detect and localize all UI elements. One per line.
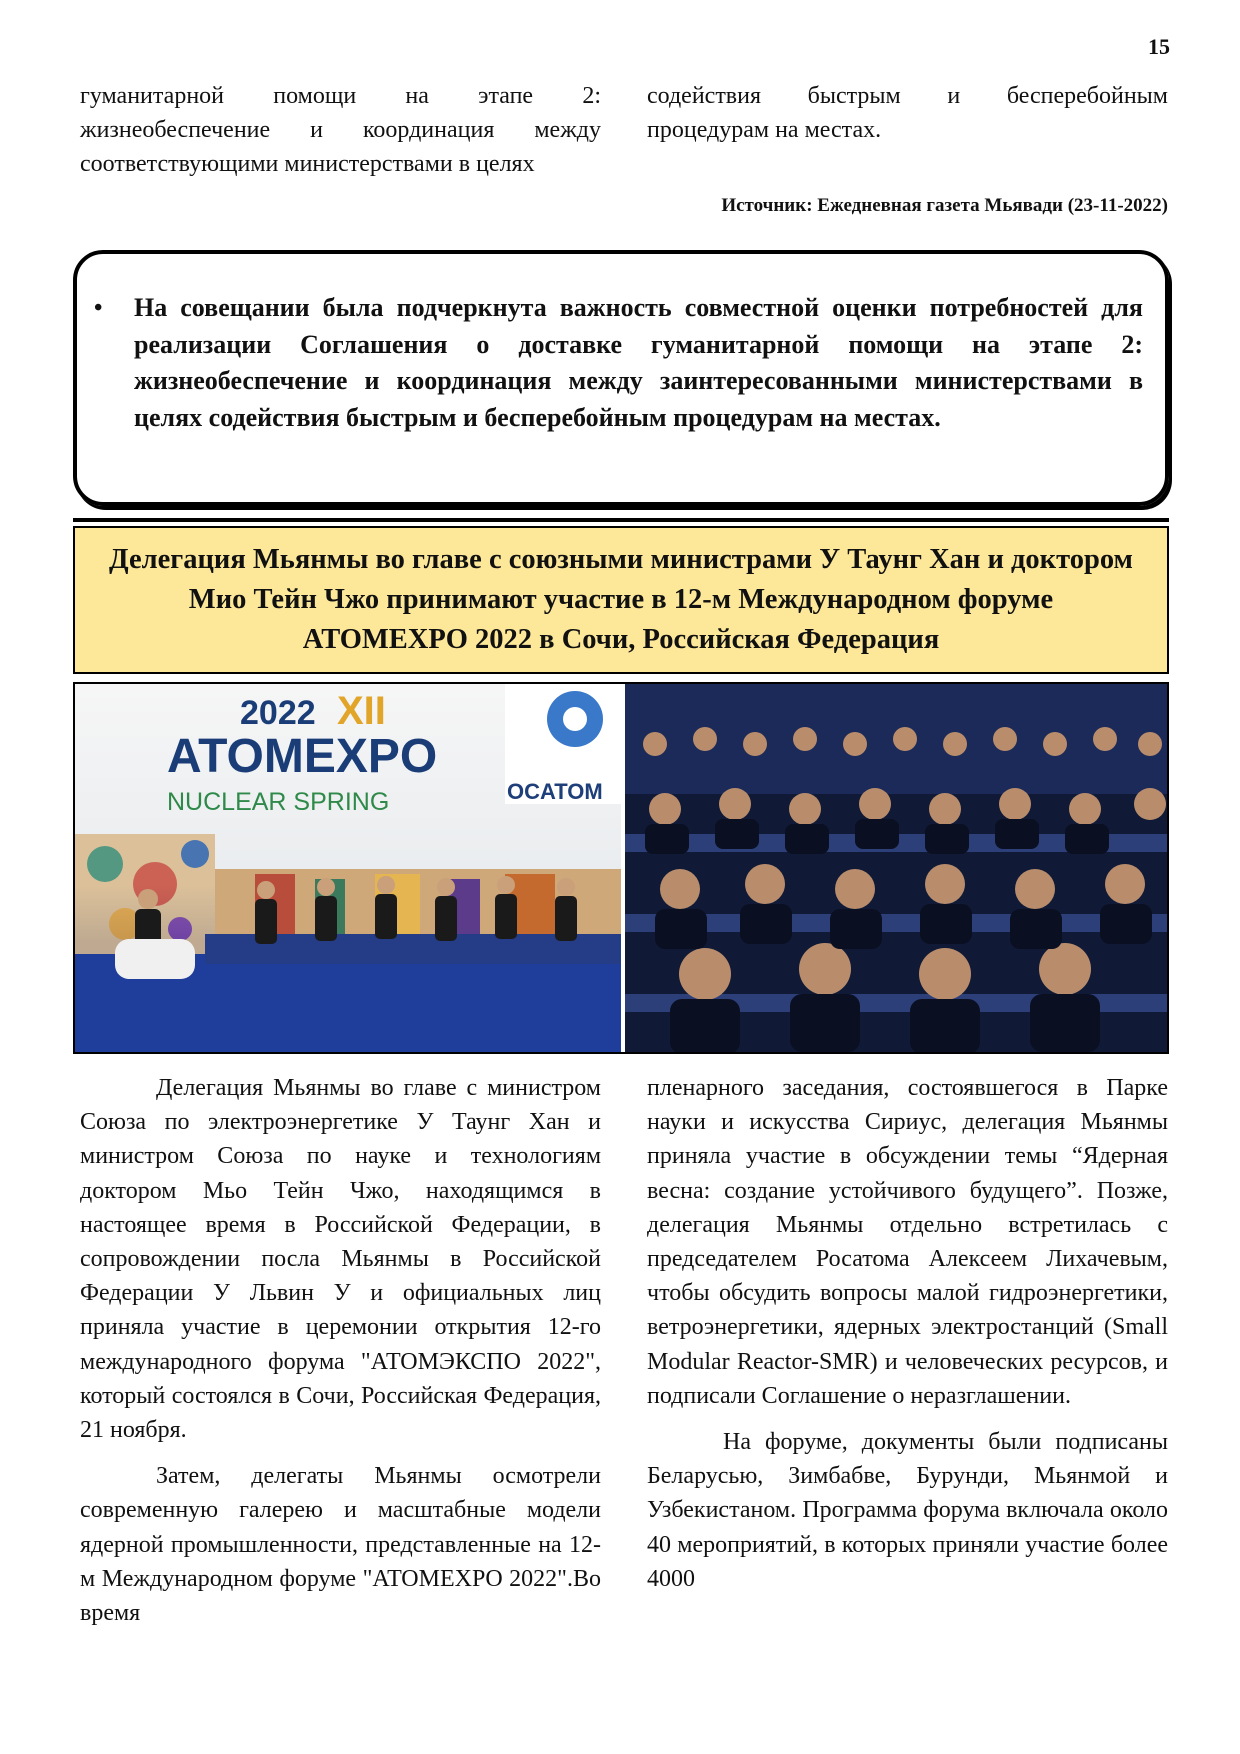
callout-item (94, 290, 1143, 436)
article-body (80, 1071, 1168, 1630)
callout-text: На совещании была подчеркнута важность совместной оценки потребностей для реализации Соглашения о доставке гуманитарной помощи на этапе 2: жизнеобеспечение и координация между заинтересованными министерствами в целях содействия быстрым и бесперебойным процедурам на местах. (134, 293, 1143, 432)
top-columns (80, 79, 1168, 182)
top-right-column (647, 79, 1168, 182)
section-divider (73, 518, 1169, 522)
bullet-icon: • (94, 295, 103, 321)
forum-stage-photo (75, 684, 621, 1052)
callout-box (73, 250, 1169, 506)
body-left-column (80, 1071, 601, 1630)
body-right-column (647, 1071, 1168, 1630)
article-headline (73, 526, 1169, 674)
page-number: 15 (1148, 34, 1170, 59)
body-paragraph: Делегация Мьянмы во главе с министром Союза по электроэнергетике У Таунг Хан и министром Союза по науке и технологиям доктором Мьо Тейн Чжо, находящимся в настоящее время в Российской Федерации, в сопровождении посла Мьянмы в Российской Федерации У Львин У и официальных лиц приняла участие в церемонии открытия 12-го международного форума "АТОМЭКСПО 2022", который состоялся в Сочи, Российская Федерация, 21 ноября. (80, 1075, 601, 1444)
source-citation: Источник: Ежедневная газета Мьявади (23-11-2022) (721, 195, 1168, 216)
audience-illustration (625, 684, 1167, 1052)
expo-subtitle-text: NUCLEAR SPRING (167, 788, 390, 816)
expo-brand-text: ATOMEXPO (167, 730, 438, 783)
top-left-column (80, 79, 601, 182)
headline-text: Делегация Мьянмы во главе с союзными министрами У Таунг Хан и доктором Мио Тейн Чжо принимают участие в 12-м Международном форуме ATOMEXPO 2022 в Сочи, Российская Федерация (109, 544, 1133, 655)
forum-stage-illustration (75, 684, 621, 1052)
body-paragraph: На форуме, документы были подписаны Беларусью, Зимбабве, Бурунди, Мьянмой и Узбекистаном. Программа форума включала около 40 мероприятий, в которых приняли участие более 4000 (647, 1429, 1168, 1592)
expo-roman-text: XII (337, 689, 386, 733)
body-paragraph: Затем, делегаты Мьянмы осмотрели современную галерею и масштабные модели ядерной промышленности, представленные на 12-м Международном форуме "ATOMEXPO 2022".Во время (80, 1463, 601, 1627)
rosatom-logo-text: OCATOM (507, 779, 603, 804)
top-left-paragraph: гуманитарной помощи на этапе 2: жизнеобеспечение и координация между соответствующими министерствами в целях (80, 83, 601, 178)
body-paragraph: пленарного заседания, состоявшегося в Парке науки и искусства Сириус, делегация Мьянмы приняла участие в обсуждении темы “Ядерная весна: создание устойчивого будущего”. Позже, делегация Мьянмы отдельно встретилась с председателем Росатома Алексеем Лихачевым, чтобы обсудить вопросы малой гидроэнергетики, ветроэнергетики, ядерных электростанций (Small Modular Reactor-SMR) и человеческих ресурсов, и подписали Соглашение о неразглашении. (647, 1075, 1168, 1409)
photo-strip (73, 682, 1169, 1054)
top-right-paragraph: содействия быстрым и бесперебойным процедурам на местах. (647, 83, 1168, 144)
audience-photo (625, 684, 1167, 1052)
expo-year-text: 2022 (240, 694, 316, 732)
